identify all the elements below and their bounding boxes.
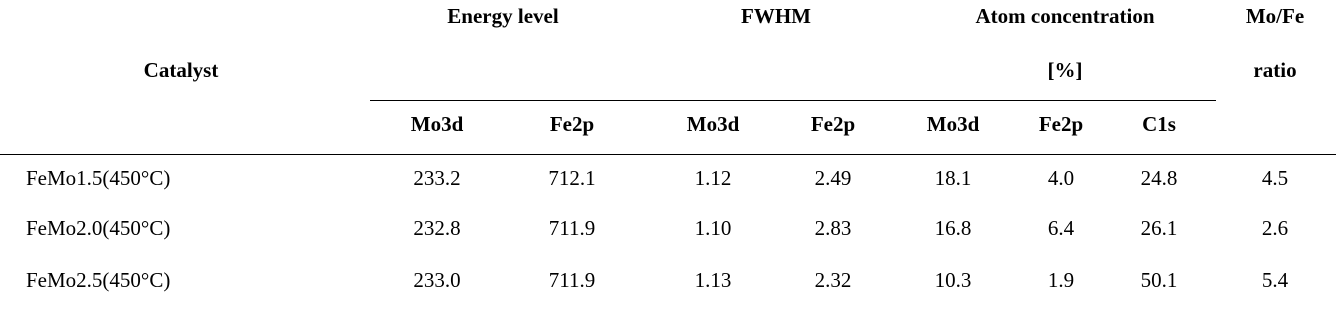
row-1-atom-mo3d: 18.1 bbox=[934, 166, 972, 190]
row-2-fwhm-fe2p: 2.83 bbox=[814, 216, 852, 240]
row-2-mofe-ratio: 2.6 bbox=[1261, 216, 1289, 240]
row-2-catalyst: FeMo2.0(450°C) bbox=[26, 216, 171, 240]
subheader-energy-fe2p: Fe2p bbox=[549, 112, 595, 136]
subheader-fwhm-mo3d: Mo3d bbox=[686, 112, 740, 136]
row-1-mofe-ratio: 4.5 bbox=[1261, 166, 1289, 190]
header-mofe-ratio: ratio bbox=[1253, 58, 1297, 82]
row-2-atom-fe2p: 6.4 bbox=[1047, 216, 1075, 240]
subheader-energy-mo3d: Mo3d bbox=[410, 112, 464, 136]
row-2-energy-fe2p: 711.9 bbox=[548, 216, 596, 240]
row-3-energy-mo3d: 233.0 bbox=[413, 268, 461, 292]
row-3-atom-fe2p: 1.9 bbox=[1047, 268, 1075, 292]
row-2-fwhm-mo3d: 1.10 bbox=[694, 216, 732, 240]
row-1-fwhm-mo3d: 1.12 bbox=[694, 166, 732, 190]
subheader-atom-c1s: C1s bbox=[1142, 112, 1176, 136]
row-1-catalyst: FeMo1.5(450°C) bbox=[26, 166, 171, 190]
header-bottom-rule bbox=[0, 154, 1336, 155]
row-1-energy-fe2p: 712.1 bbox=[548, 166, 596, 190]
header-catalyst: Catalyst bbox=[143, 58, 219, 82]
subheader-atom-mo3d: Mo3d bbox=[926, 112, 980, 136]
row-1-atom-fe2p: 4.0 bbox=[1047, 166, 1075, 190]
row-3-fwhm-mo3d: 1.13 bbox=[694, 268, 732, 292]
subheader-atom-fe2p: Fe2p bbox=[1038, 112, 1084, 136]
row-3-energy-fe2p: 711.9 bbox=[548, 268, 596, 292]
row-3-atom-mo3d: 10.3 bbox=[934, 268, 972, 292]
row-1-energy-mo3d: 233.2 bbox=[413, 166, 461, 190]
row-3-catalyst: FeMo2.5(450°C) bbox=[26, 268, 171, 292]
header-atom-concentration-unit: [%] bbox=[1047, 58, 1083, 82]
header-mofe: Mo/Fe bbox=[1245, 4, 1305, 28]
subheader-rule bbox=[370, 100, 1216, 101]
row-2-atom-mo3d: 16.8 bbox=[934, 216, 972, 240]
subheader-fwhm-fe2p: Fe2p bbox=[810, 112, 856, 136]
row-3-fwhm-fe2p: 2.32 bbox=[814, 268, 852, 292]
header-fwhm: FWHM bbox=[741, 4, 811, 28]
row-1-fwhm-fe2p: 2.49 bbox=[814, 166, 852, 190]
row-2-energy-mo3d: 232.8 bbox=[413, 216, 461, 240]
row-1-atom-c1s: 24.8 bbox=[1140, 166, 1178, 190]
row-3-mofe-ratio: 5.4 bbox=[1261, 268, 1289, 292]
header-atom-concentration: Atom concentration bbox=[975, 4, 1155, 28]
row-3-atom-c1s: 50.1 bbox=[1140, 268, 1178, 292]
header-energy-level: Energy level bbox=[447, 4, 559, 28]
row-2-atom-c1s: 26.1 bbox=[1140, 216, 1178, 240]
